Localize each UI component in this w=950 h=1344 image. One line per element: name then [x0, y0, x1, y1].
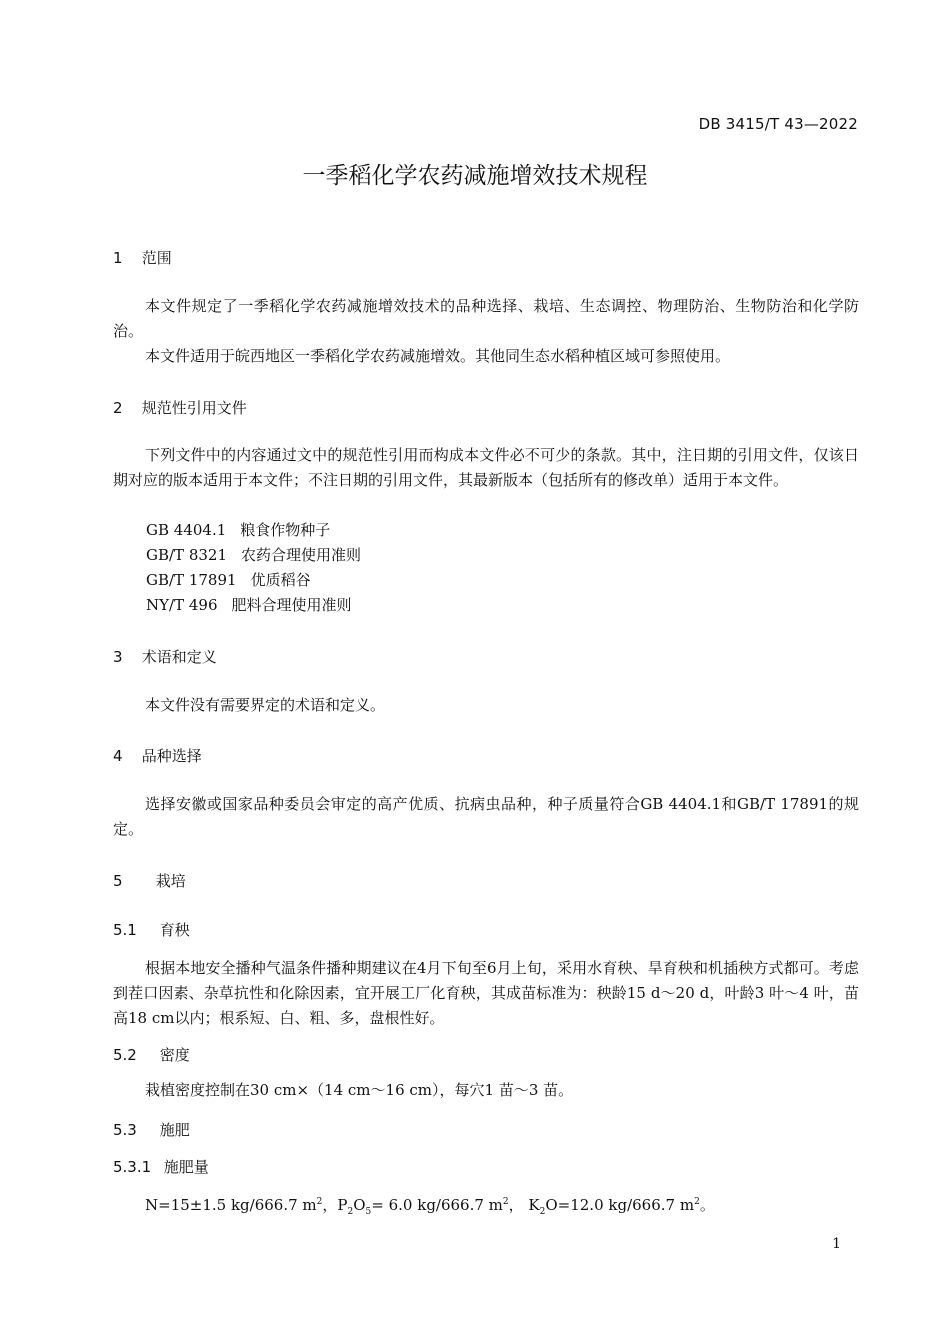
- reference-code: GB/T 8321: [146, 546, 228, 564]
- reference-item: [146, 519, 330, 540]
- section-title: 育秧: [159, 921, 190, 939]
- reference-code: GB 4404.1: [146, 521, 227, 539]
- section-title: 密度: [159, 1046, 190, 1064]
- paragraph: 下列文件中的内容通过文中的规范性引用而构成本文件必不可少的条款。其中，注日期的引用文件，仅该日期对应的版本适用于本文件；不注日期的引用文件，其最新版本（包括所有的修改单）适用于本文件。: [113, 446, 859, 489]
- section-number: 2: [113, 399, 123, 417]
- formula-p-prefix: ，P: [322, 1196, 348, 1214]
- reference-name: 优质稻谷: [250, 571, 311, 589]
- subsection-heading-seedling: [113, 919, 190, 940]
- reference-name: 农药合理使用准则: [241, 546, 362, 564]
- paragraph: 选择安徽或国家品种委员会审定的高产优质、抗病虫品种，种子质量符合GB 4404.1和GB/T 17891的规定。: [113, 795, 859, 838]
- section-number: 5.2: [113, 1046, 137, 1064]
- document-code: DB 3415/T 43—2022: [698, 115, 858, 133]
- reference-name: 肥料合理使用准则: [231, 596, 352, 614]
- section-number: 3: [113, 648, 123, 666]
- formula-k-prefix: ， K: [508, 1196, 540, 1214]
- formula-k-value: O=12.0 kg/666.7 m: [545, 1196, 695, 1214]
- formula-p-value: = 6.0 kg/666.7 m: [371, 1196, 503, 1214]
- section-heading-cultivation: [113, 870, 186, 891]
- formula-sup: 2: [694, 1197, 700, 1207]
- subsection-heading-density: [113, 1044, 190, 1065]
- formula-p-mid: O: [353, 1196, 366, 1214]
- section-title: 品种选择: [141, 747, 202, 765]
- section-number: 5.3.1: [113, 1158, 152, 1176]
- section-title: 施肥: [159, 1121, 190, 1139]
- section-title: 规范性引用文件: [141, 399, 247, 417]
- reference-code: NY/T 496: [146, 596, 218, 614]
- formula-n: N=15±1.5 kg/666.7 m: [145, 1196, 317, 1214]
- fertilizer-formula: [113, 1190, 859, 1225]
- page-number: 1: [832, 1236, 841, 1252]
- section-heading-normative-references: [113, 397, 247, 418]
- section-title: 栽培: [155, 872, 186, 890]
- subsection-heading-fertilization: [113, 1119, 190, 1140]
- section-number: 5.1: [113, 921, 137, 939]
- section-number: 1: [113, 249, 123, 267]
- formula-sup: 2: [502, 1197, 509, 1207]
- paragraph: 本文件适用于皖西地区一季稻化学农药减施增效。其他同生态水稻种植区域可参照使用。: [145, 347, 731, 365]
- reference-name: 粮食作物种子: [240, 521, 331, 539]
- paragraph: 本文件没有需要界定的术语和定义。: [145, 696, 386, 714]
- section-heading-terms: [113, 646, 217, 667]
- formula-p-sub: 2: [347, 1207, 354, 1217]
- paragraph: 栽植密度控制在30 cm×（14 cm～16 cm），每穴1 苗～3 苗。: [145, 1081, 574, 1099]
- paragraph: 根据本地安全播种气温条件播种期建议在4月下旬至6月上旬，采用水育秧、旱育秧和机插秧方式都可。考虑到茬口因素、杂草抗性和化除因素，宜开展工厂化育秧，其成苗标准为：秧龄15 d～20 d，叶龄3 叶～4 叶，苗高18 cm以内；根系短、白、粗、多，盘根性好。: [113, 959, 859, 1027]
- paragraph: 本文件规定了一季稻化学农药减施增效技术的品种选择、栽培、生态调控、物理防治、生物防治和化学防治。: [113, 297, 859, 340]
- section-heading-scope: [113, 247, 172, 268]
- formula-end: 。: [699, 1196, 715, 1214]
- section-title: 术语和定义: [141, 648, 217, 666]
- section-heading-variety-selection: [113, 745, 202, 766]
- reference-item: [146, 569, 311, 590]
- formula-sup: 2: [316, 1197, 323, 1207]
- section-number: 4: [113, 747, 123, 765]
- subsection-heading-fertilizer-amount: [113, 1156, 209, 1177]
- formula-p-sub: 5: [365, 1207, 372, 1217]
- section-title: 施肥量: [163, 1158, 209, 1176]
- section-title: 范围: [141, 249, 172, 267]
- reference-code: GB/T 17891: [146, 571, 237, 589]
- reference-item: [146, 594, 352, 615]
- reference-item: [146, 544, 361, 565]
- formula-k-sub: 2: [539, 1207, 546, 1217]
- section-number: 5.3: [113, 1121, 137, 1139]
- section-number: 5: [113, 872, 123, 890]
- document-title: 一季稻化学农药减施增效技术规程: [302, 163, 648, 189]
